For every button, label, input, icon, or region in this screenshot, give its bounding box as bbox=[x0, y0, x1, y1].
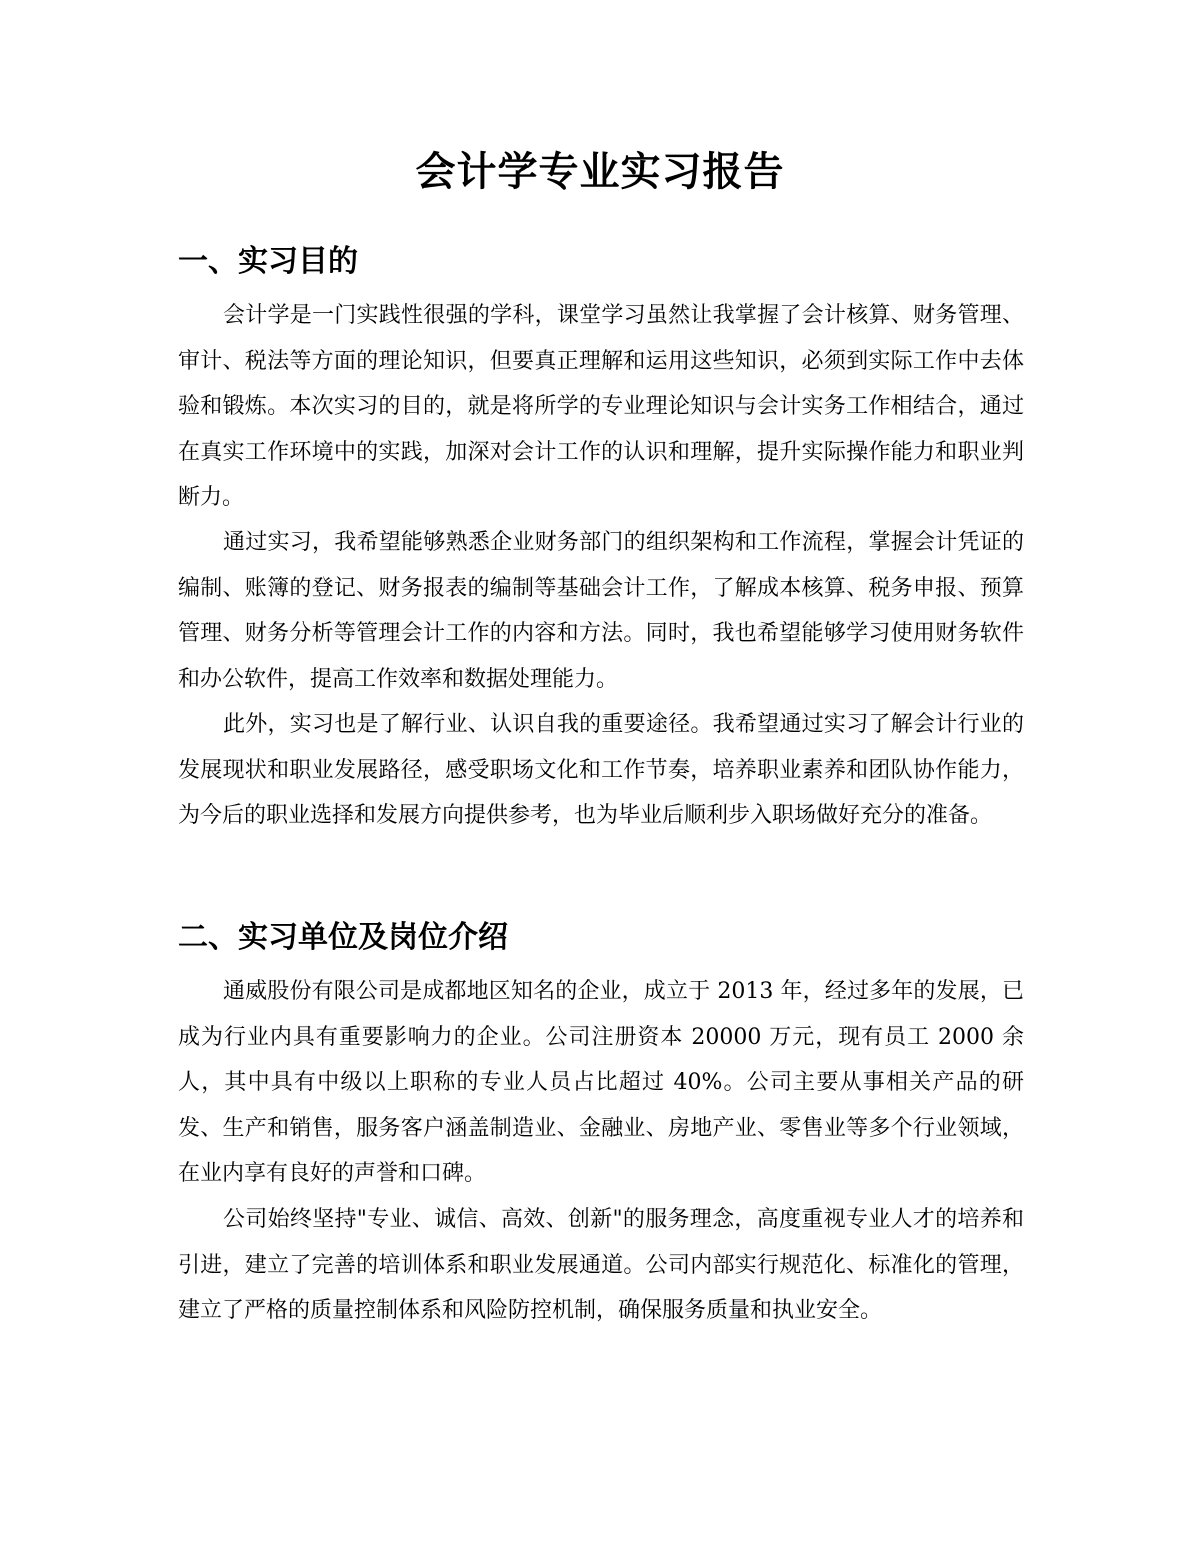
paragraph: 此外，实习也是了解行业、认识自我的重要途径。我希望通过实习了解会计行业的发展现状和职业发展路径，感受职场文化和工作节奏，培养职业素养和团队协作能力，为今后的职业选择和发展方向提供参考，也为毕业后顺利步入职场做好充分的准备。 bbox=[178, 712, 1024, 828]
paragraph: 通威股份有限公司是成都地区知名的企业，成立于 2013 年，经过多年的发展，已成为行业内具有重要影响力的企业。公司注册资本 20000 万元，现有员工 2000 余人，其中具有中级以上职称的专业人员占比超过 40%。公司主要从事相关产品的研发、生产和销售，服务客户涵盖制造业、金融业、房地产业、零售业等多个行业领域，在业内享有良好的声誉和口碑。 bbox=[178, 979, 1024, 1186]
document-title: 会计学专业实习报告 bbox=[415, 149, 785, 195]
section-heading-internship-purpose: 一、实习目的 bbox=[178, 244, 358, 279]
paragraph: 会计学是一门实践性很强的学科，课堂学习虽然让我掌握了会计核算、财务管理、审计、税法等方面的理论知识，但要真正理解和运用这些知识，必须到实际工作中去体验和锻炼。本次实习的目的，就是将所学的专业理论知识与会计实务工作相结合，通过在真实工作环境中的实践，加深对会计工作的认识和理解，提升实际操作能力和职业判断力。 bbox=[178, 303, 1024, 510]
section-heading-company-introduction: 二、实习单位及岗位介绍 bbox=[178, 920, 508, 955]
paragraph: 公司始终坚持"专业、诚信、高效、创新"的服务理念，高度重视专业人才的培养和引进，建立了完善的培训体系和职业发展通道。公司内部实行规范化、标准化的管理，建立了严格的质量控制体系和风险防控机制，确保服务质量和执业安全。 bbox=[178, 1207, 1024, 1323]
paragraph: 通过实习，我希望能够熟悉企业财务部门的组织架构和工作流程，掌握会计凭证的编制、账簿的登记、财务报表的编制等基础会计工作，了解成本核算、税务申报、预算管理、财务分析等管理会计工作的内容和方法。同时，我也希望能够学习使用财务软件和办公软件，提高工作效率和数据处理能力。 bbox=[178, 530, 1024, 692]
